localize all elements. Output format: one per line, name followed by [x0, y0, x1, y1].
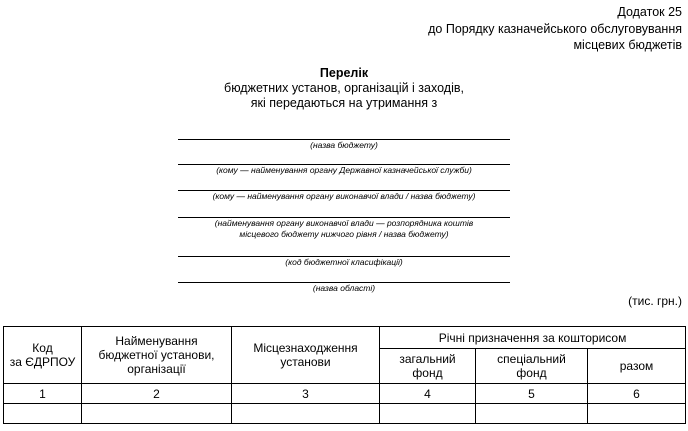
column-numbers-row	[4, 384, 686, 404]
column-number: 5	[476, 384, 588, 404]
column-number: 3	[232, 384, 380, 404]
table-header-row-1	[4, 327, 686, 349]
header-code-line1: Код	[32, 341, 53, 355]
header-name	[82, 327, 232, 384]
header-special-fund	[476, 349, 588, 384]
title-heading: Перелік	[319, 66, 369, 80]
manager-caption	[178, 218, 510, 240]
document-title	[0, 66, 688, 111]
header-general-line2: фонд	[412, 366, 443, 380]
units-label: (тис. грн.)	[628, 294, 682, 308]
header-general-fund	[380, 349, 476, 384]
header-name-line2: бюджетної установи,	[98, 348, 215, 362]
budget-code-caption: (код бюджетної класифікації)	[285, 257, 403, 267]
table-cell[interactable]	[476, 404, 588, 424]
table-cell[interactable]	[232, 404, 380, 424]
allocation-table	[3, 326, 686, 424]
region-caption: (назва області)	[312, 283, 376, 293]
header-name-line1: Найменування	[115, 334, 198, 348]
header-special-line2: фонд	[516, 366, 547, 380]
appendix-reference: до Порядку казначейського обслуговування	[428, 21, 682, 36]
title-subtitle-1: бюджетних установ, організацій і заходів,	[224, 81, 464, 95]
table-cell[interactable]	[4, 404, 82, 424]
header-location	[232, 327, 380, 384]
header-general-line1: загальний	[399, 352, 456, 366]
table-row	[4, 404, 686, 424]
appendix-reference-cont: місцевих бюджетів	[573, 38, 682, 52]
manager-caption-line1: (найменування органу виконавчої влади — розпорядника коштів	[214, 218, 474, 228]
manager-caption-line2: місцевого бюджету нижчого рівня / назва бюджету)	[239, 229, 449, 239]
table-cell[interactable]	[588, 404, 686, 424]
column-number: 4	[380, 384, 476, 404]
header-annual-allocations: Річні призначення за кошторисом	[380, 327, 686, 349]
executive-caption: (кому — найменування органу виконавчої влади / назва бюджету)	[212, 191, 476, 201]
header-location-line2: установи	[280, 355, 331, 369]
header-code-line2: за ЄДРПОУ	[9, 355, 76, 369]
title-subtitle-2: які передаються на утримання з	[250, 96, 438, 110]
column-number: 1	[4, 384, 82, 404]
header-total: разом	[588, 349, 686, 384]
appendix-header	[382, 4, 682, 54]
column-number: 2	[82, 384, 232, 404]
header-location-line1: Місцезнаходження	[253, 341, 358, 355]
budget-name-caption: (назва бюджету)	[310, 140, 378, 150]
header-code	[4, 327, 82, 384]
table-cell[interactable]	[82, 404, 232, 424]
header-name-line3: організації	[127, 362, 186, 376]
column-number: 6	[588, 384, 686, 404]
header-special-line1: спеціальний	[497, 352, 566, 366]
appendix-number: Додаток 25	[617, 5, 682, 19]
table-cell[interactable]	[380, 404, 476, 424]
treasury-caption: (кому — найменування органу Державної казначейської служби)	[216, 165, 472, 175]
